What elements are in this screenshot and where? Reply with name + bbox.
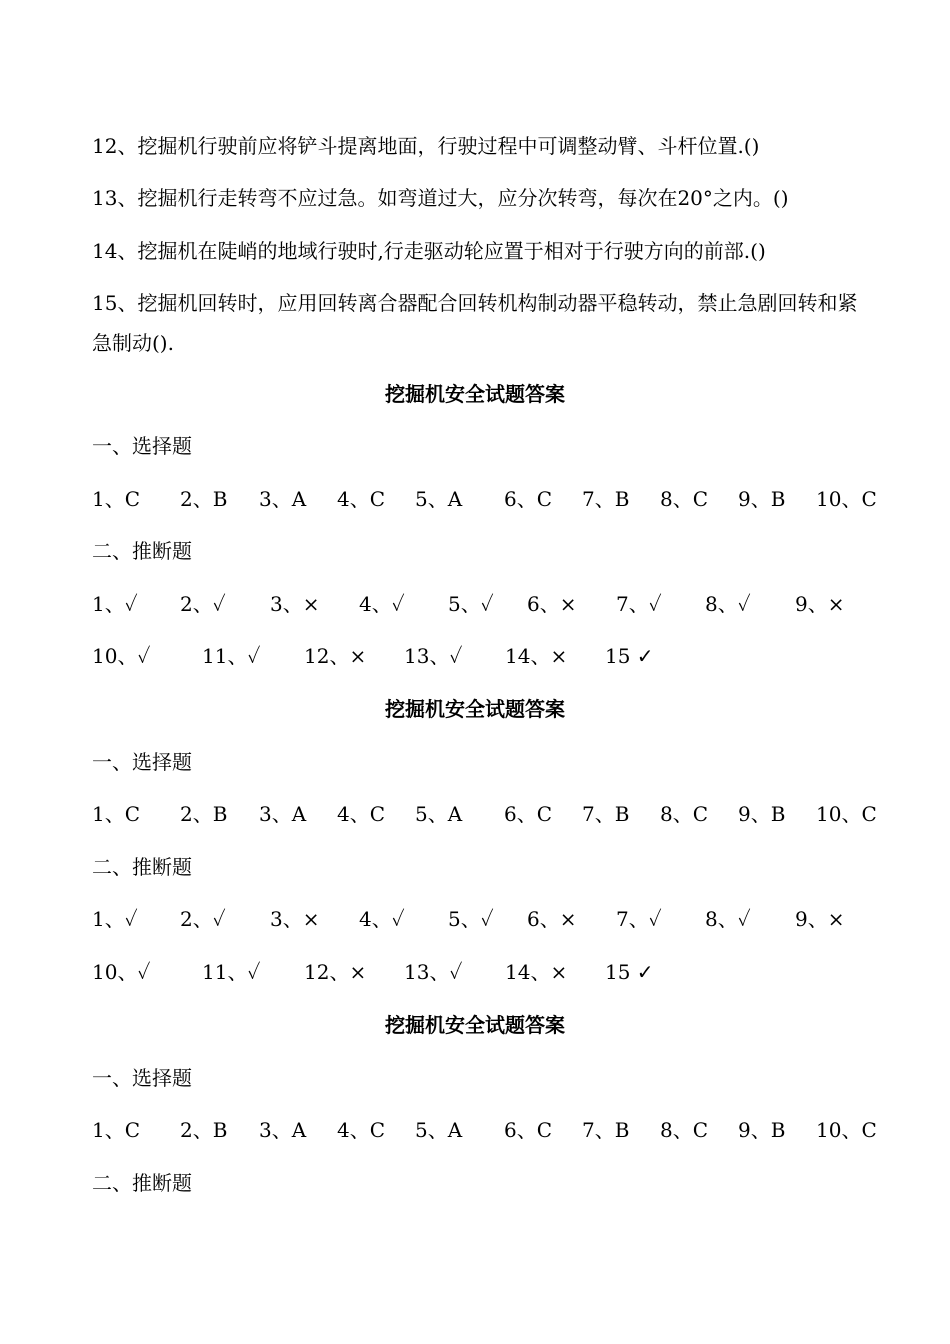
answer-item: 4、C xyxy=(337,802,386,826)
section-judge-label: 二、推断题 xyxy=(92,1171,192,1195)
answer-item: 15 ✓ xyxy=(605,960,654,984)
answer-item: 13、✓ xyxy=(404,644,463,668)
choice-answers-row xyxy=(0,801,950,827)
answer-item: 8、✓ xyxy=(705,592,751,616)
judge-answers-row xyxy=(0,906,950,932)
judge-answers-row xyxy=(0,959,950,985)
answer-item: 7、B xyxy=(582,802,630,826)
answer-item: 6、C xyxy=(504,802,553,826)
answer-item: 7、✓ xyxy=(616,907,662,931)
judge-answers-row xyxy=(0,591,950,617)
answer-item: 6、× xyxy=(527,907,577,931)
choice-answers-row xyxy=(0,486,950,512)
answer-item: 7、B xyxy=(582,487,630,511)
question-14: 14、挖掘机在陡峭的地域行驶时,行走驱动轮应置于相对于行驶方向的前部.() xyxy=(92,239,766,263)
answer-item: 10、✓ xyxy=(92,960,151,984)
answer-item: 8、C xyxy=(660,1118,709,1142)
answer-item: 9、B xyxy=(738,487,786,511)
answer-item: 2、B xyxy=(180,802,228,826)
answer-item: 2、B xyxy=(180,487,228,511)
answer-item: 11、✓ xyxy=(202,960,261,984)
answer-title: 挖掘机安全试题答案 xyxy=(385,697,565,721)
answer-item: 5、A xyxy=(415,487,463,511)
section-choice-label: 一、选择题 xyxy=(92,750,192,774)
answer-item: 2、✓ xyxy=(180,907,226,931)
section-judge-label: 二、推断题 xyxy=(92,539,192,563)
answer-item: 10、✓ xyxy=(92,644,151,668)
answer-item: 12、× xyxy=(304,960,367,984)
answer-item: 3、A xyxy=(259,1118,307,1142)
answer-item: 12、× xyxy=(304,644,367,668)
answer-title: 挖掘机安全试题答案 xyxy=(385,382,565,406)
answer-item: 6、× xyxy=(527,592,577,616)
answer-item: 3、× xyxy=(270,592,320,616)
answer-item: 14、× xyxy=(505,644,568,668)
answer-item: 1、C xyxy=(92,802,141,826)
answer-item: 9、× xyxy=(795,592,845,616)
answer-item: 4、✓ xyxy=(359,907,405,931)
answer-item: 5、✓ xyxy=(448,907,494,931)
section-judge-label: 二、推断题 xyxy=(92,855,192,879)
answer-item: 7、B xyxy=(582,1118,630,1142)
answer-item: 1、C xyxy=(92,487,141,511)
section-choice-label: 一、选择题 xyxy=(92,434,192,458)
answer-item: 6、C xyxy=(504,487,553,511)
answer-item: 5、✓ xyxy=(448,592,494,616)
answer-item: 13、✓ xyxy=(404,960,463,984)
answer-item: 9、× xyxy=(795,907,845,931)
answer-item: 10、C xyxy=(816,487,877,511)
answer-item: 9、B xyxy=(738,802,786,826)
answer-item: 3、A xyxy=(259,802,307,826)
answer-item: 4、C xyxy=(337,1118,386,1142)
answer-item: 4、C xyxy=(337,487,386,511)
answer-item: 10、C xyxy=(816,802,877,826)
answer-item: 6、C xyxy=(504,1118,553,1142)
answer-title: 挖掘机安全试题答案 xyxy=(385,1013,565,1037)
answer-item: 15 ✓ xyxy=(605,644,654,668)
answer-item: 5、A xyxy=(415,1118,463,1142)
answer-item: 3、A xyxy=(259,487,307,511)
answer-item: 4、✓ xyxy=(359,592,405,616)
answer-item: 2、B xyxy=(180,1118,228,1142)
answer-item: 14、× xyxy=(505,960,568,984)
choice-answers-row xyxy=(0,1117,950,1143)
answer-item: 8、C xyxy=(660,487,709,511)
answer-item: 5、A xyxy=(415,802,463,826)
answer-item: 11、✓ xyxy=(202,644,261,668)
answer-item: 1、C xyxy=(92,1118,141,1142)
answer-item: 1、✓ xyxy=(92,907,138,931)
question-13: 13、挖掘机行走转弯不应过急。如弯道过大，应分次转弯，每次在20°之内。() xyxy=(92,186,789,210)
answer-item: 8、✓ xyxy=(705,907,751,931)
judge-answers-row xyxy=(0,643,950,669)
answer-item: 8、C xyxy=(660,802,709,826)
answer-item: 2、✓ xyxy=(180,592,226,616)
answer-item: 9、B xyxy=(738,1118,786,1142)
question-12: 12、挖掘机行驶前应将铲斗提离地面，行驶过程中可调整动臂、斗杆位置.() xyxy=(92,134,760,158)
answer-item: 7、✓ xyxy=(616,592,662,616)
question-15: 15、挖掘机回转时，应用回转离合器配合回转机构制动器平稳转动，禁止急剧回转和紧急制动(). xyxy=(92,291,858,355)
section-choice-label: 一、选择题 xyxy=(92,1066,192,1090)
answer-item: 10、C xyxy=(816,1118,877,1142)
answer-item: 3、× xyxy=(270,907,320,931)
answer-item: 1、✓ xyxy=(92,592,138,616)
